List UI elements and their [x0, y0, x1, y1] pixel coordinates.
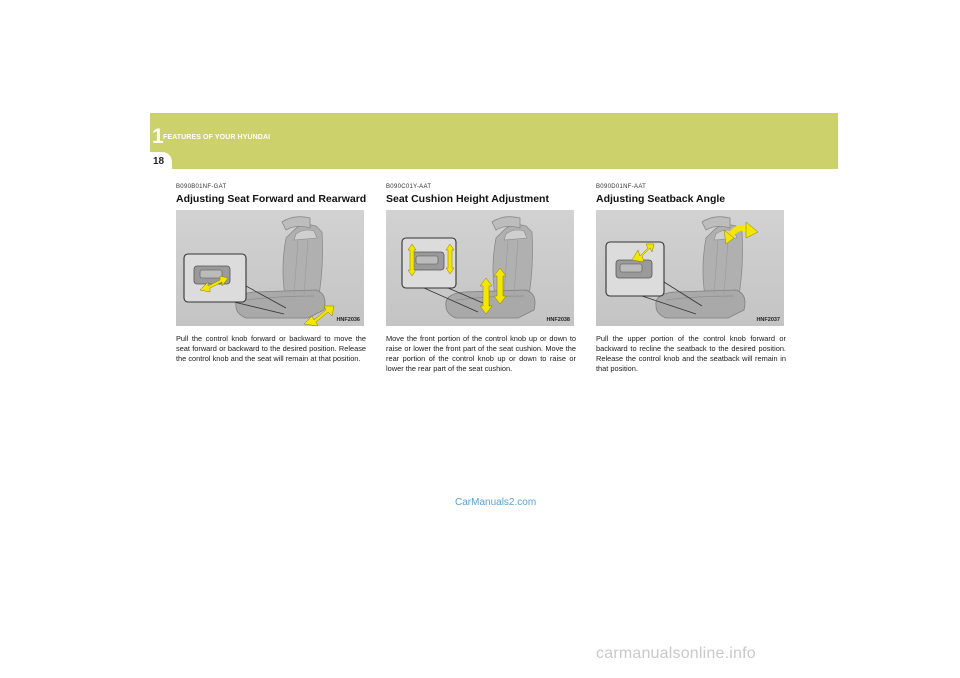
figure-label: HNF2038: [546, 316, 570, 323]
section-code: B090C01Y-AAT: [386, 184, 432, 190]
section-heading: Adjusting Seat Forward and Rearward: [176, 193, 367, 205]
figure-label: HNF2037: [756, 316, 780, 323]
section-body: Pull the control knob forward or backward to move the seat forward or backward to the desired position. Release the control knob and the seat will remain at that position.: [176, 333, 366, 363]
chapter-header-band: [150, 113, 838, 169]
figure-label: HNF2036: [336, 316, 360, 323]
section-seat-forward-rearward: [176, 184, 366, 364]
seat-drawing: [236, 216, 325, 317]
seat-illustration-forward-rearward: [176, 210, 364, 326]
seat-drawing: [446, 216, 535, 317]
section-body: Pull the upper portion of the control knob forward or backward to recline the seatback to the desired position. Release the control knob and the seatback will remain in that position.: [596, 333, 786, 374]
chapter-title: FEATURES OF YOUR HYUNDAI: [163, 134, 271, 141]
watermark-link[interactable]: CarManuals2.com: [455, 497, 537, 508]
section-seatback-angle: [596, 184, 786, 374]
section-heading: Adjusting Seatback Angle: [596, 193, 726, 205]
chapter-number: 1: [152, 125, 164, 148]
section-code: B090B01NF-GAT: [176, 184, 227, 190]
section-heading: Seat Cushion Height Adjustment: [386, 193, 549, 205]
footer-logo: carmanualsonline.info: [596, 645, 756, 662]
seat-illustration-cushion-height: [386, 210, 574, 326]
seat-illustration-seatback-angle: [596, 210, 784, 326]
section-cushion-height: [386, 184, 576, 374]
section-code: B090D01NF-AAT: [596, 184, 647, 190]
page-number: 18: [153, 156, 165, 167]
section-body: Move the front portion of the control knob up or down to raise or lower the front part of the seat cushion. Move the rear portion of the control knob up or down to raise or lower the rear part of the seat cushion.: [386, 333, 576, 374]
